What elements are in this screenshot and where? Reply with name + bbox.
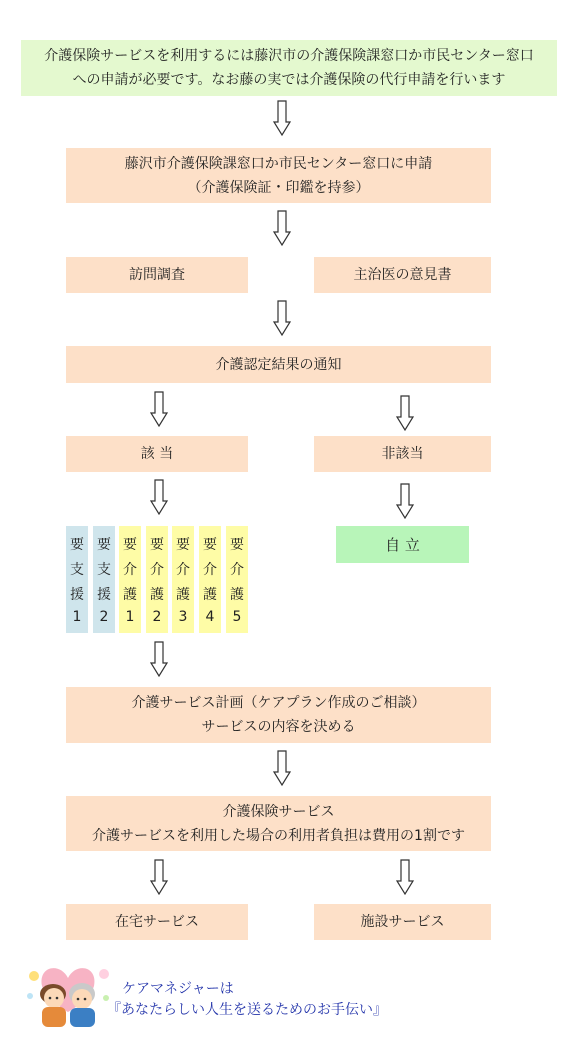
level-number: 1 (72, 608, 82, 625)
level-column (172, 526, 194, 633)
level-column (119, 526, 141, 633)
arrow-down-icon (150, 641, 168, 677)
level-char: 要 (203, 537, 217, 554)
level-column (199, 526, 221, 633)
level-column (226, 526, 248, 633)
couple-illustration-icon (22, 960, 114, 1030)
arrow-down-icon (396, 395, 414, 431)
independent-label: 自 立 (385, 535, 420, 554)
service-line1: 介護保険サービス (222, 803, 335, 820)
level-char: 介 (123, 562, 137, 579)
level-char: 介 (203, 562, 217, 579)
level-char: 要 (150, 537, 164, 554)
level-column (146, 526, 168, 633)
plan-line2: サービスの内容を決める (201, 719, 356, 735)
arrow-down-icon (150, 479, 168, 515)
level-char: 護 (150, 586, 164, 603)
level-char: 介 (150, 562, 164, 579)
notice-label: 介護認定結果の通知 (215, 356, 342, 373)
level-char: 介 (176, 562, 190, 579)
footer-line1: ケアマネジャーは (122, 981, 234, 997)
level-char: 要 (230, 537, 244, 554)
level-char: 援 (97, 586, 111, 603)
intro-box (21, 40, 557, 96)
level-number: 2 (152, 608, 162, 625)
level-char: 要 (97, 537, 111, 554)
facility-service-box (314, 904, 491, 940)
doctor-label: 主治医の意見書 (353, 267, 452, 283)
level-column (66, 526, 88, 633)
intro-line1: 介護保険サービスを利用するには藤沢市の介護保険課窓口か市民センター窓口 (44, 48, 534, 64)
intro-line2: への申請が必要です。なお藤の実では介護保険の代行申請を行います (72, 72, 506, 88)
arrow-down-icon (150, 391, 168, 427)
visit-box (66, 257, 248, 293)
level-number: 2 (99, 608, 109, 625)
level-number: 3 (178, 608, 188, 625)
plan-box (66, 687, 491, 743)
arrow-down-icon (150, 859, 168, 895)
level-number: 1 (125, 608, 135, 625)
level-char: 要 (123, 537, 137, 554)
arrow-down-icon (396, 483, 414, 519)
apply-box (66, 148, 491, 203)
apply-line2: （介護保険証・印鑑を持参） (187, 179, 370, 196)
home-service-box (66, 904, 248, 940)
level-number: 5 (232, 608, 242, 625)
arrow-down-icon (273, 300, 291, 336)
level-char: 支 (70, 562, 84, 579)
level-char: 要 (70, 537, 84, 554)
arrow-down-icon (273, 210, 291, 246)
home-service-label: 在宅サービス (115, 914, 199, 930)
level-column (93, 526, 115, 633)
not-eligible-label: 非該当 (381, 446, 424, 462)
level-char: 護 (203, 586, 217, 603)
not-eligible-box (314, 436, 491, 472)
service-line2: 介護サービスを利用した場合の利用者負担は費用の1割です (92, 827, 465, 844)
service-box (66, 796, 491, 851)
eligible-box (66, 436, 248, 472)
plan-line1: 介護サービス計画（ケアプラン作成のご相談） (131, 695, 426, 711)
level-char: 介 (230, 562, 244, 579)
level-char: 護 (123, 586, 137, 603)
facility-service-label: 施設サービス (360, 914, 445, 930)
visit-label: 訪問調査 (129, 267, 185, 283)
level-char: 支 (97, 562, 111, 579)
arrow-down-icon (273, 750, 291, 786)
level-char: 護 (230, 586, 244, 603)
arrow-down-icon (273, 100, 291, 136)
level-number: 4 (205, 608, 215, 625)
eligible-label: 該 当 (140, 446, 174, 462)
level-char: 要 (176, 537, 190, 554)
doctor-box (314, 257, 491, 293)
arrow-down-icon (396, 859, 414, 895)
independent-box (336, 526, 469, 563)
notice-box (66, 346, 491, 383)
apply-line1: 藤沢市介護保険課窓口か市民センター窓口に申請 (124, 155, 433, 172)
footer-line2: 『あなたらしい人生を送るためのお手伝い』 (107, 1002, 387, 1018)
level-char: 護 (176, 586, 190, 603)
level-char: 援 (70, 586, 84, 603)
